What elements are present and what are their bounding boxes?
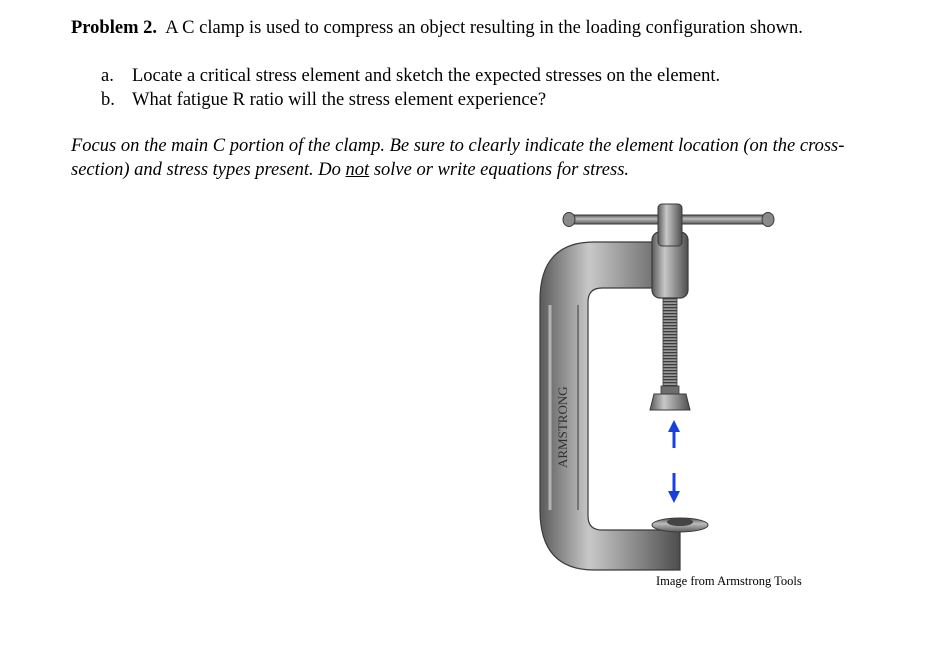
- question-a-marker: a.: [101, 66, 114, 86]
- c-clamp-figure: [520, 190, 800, 575]
- question-list: [101, 64, 720, 112]
- brand-lettering: ARMSTRONG: [555, 386, 570, 468]
- question-a: [101, 64, 720, 88]
- problem-label: Problem 2.: [71, 18, 157, 38]
- instruction-note: [71, 134, 891, 182]
- figure-caption: Image from Armstrong Tools: [656, 574, 802, 588]
- note-part2: solve or write equations for stress.: [369, 160, 630, 180]
- problem-text: A C clamp is used to compress an object resulting in the loading configuration shown.: [165, 18, 803, 38]
- t-handle-right-knob: [762, 213, 774, 227]
- swivel-pad: [650, 386, 690, 410]
- threaded-screw: [663, 298, 677, 388]
- note-part1: Focus on the main C portion of the clamp. Be sure to clearly indicate the element location (on the cross-section) and stress types present. Do: [71, 136, 845, 180]
- question-a-text: Locate a critical stress element and sketch the expected stresses on the element.: [132, 66, 721, 86]
- question-b: [101, 88, 720, 112]
- bottom-anvil: [652, 518, 708, 532]
- question-b-marker: b.: [101, 90, 115, 110]
- screw-head: [658, 204, 682, 246]
- force-arrows: [668, 420, 680, 503]
- question-b-text: What fatigue R ratio will the stress element experience?: [132, 90, 547, 110]
- problem-statement: [71, 16, 871, 40]
- t-handle-left-knob: [563, 213, 575, 227]
- note-emphasis: not: [345, 160, 370, 180]
